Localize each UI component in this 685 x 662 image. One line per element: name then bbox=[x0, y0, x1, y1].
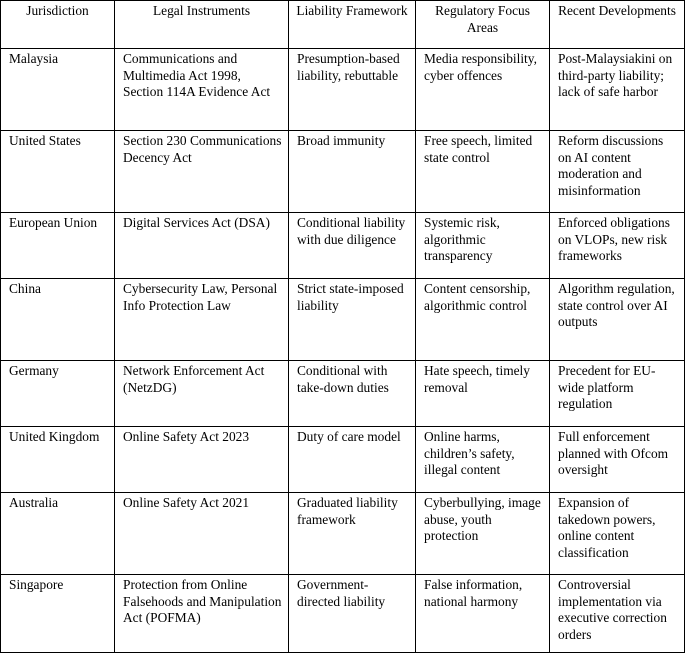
cell-liability-framework: Graduated liability framework bbox=[289, 493, 416, 575]
table-row bbox=[1, 279, 685, 361]
cell-legal-instruments: Protection from Online Falsehoods and Manipulation Act (POFMA) bbox=[115, 575, 289, 653]
cell-jurisdiction: Australia bbox=[1, 493, 115, 575]
cell-liability-framework: Duty of care model bbox=[289, 427, 416, 493]
table-row bbox=[1, 213, 685, 279]
cell-liability-framework: Conditional liability with due diligence bbox=[289, 213, 416, 279]
cell-regulatory-focus: Systemic risk, algorithmic transparency bbox=[416, 213, 550, 279]
cell-recent-developments: Algorithm regulation, state control over AI outputs bbox=[550, 279, 685, 361]
header-regulatory-focus: Regulatory Focus Areas bbox=[416, 1, 550, 49]
cell-legal-instruments: Online Safety Act 2023 bbox=[115, 427, 289, 493]
cell-recent-developments: Post-Malaysiakini on third-party liability; lack of safe harbor bbox=[550, 49, 685, 131]
cell-legal-instruments: Digital Services Act (DSA) bbox=[115, 213, 289, 279]
header-row bbox=[1, 1, 685, 49]
header-jurisdiction: Jurisdiction bbox=[1, 1, 115, 49]
cell-legal-instruments: Communications and Multimedia Act 1998, Section 114A Evidence Act bbox=[115, 49, 289, 131]
header-legal-instruments: Legal Instruments bbox=[115, 1, 289, 49]
cell-jurisdiction: China bbox=[1, 279, 115, 361]
table-row bbox=[1, 575, 685, 653]
cell-regulatory-focus: False information, national harmony bbox=[416, 575, 550, 653]
cell-liability-framework: Presumption-based liability, rebuttable bbox=[289, 49, 416, 131]
cell-legal-instruments: Cybersecurity Law, Personal Info Protection Law bbox=[115, 279, 289, 361]
cell-legal-instruments: Section 230 Communications Decency Act bbox=[115, 131, 289, 213]
cell-liability-framework: Conditional with take-down duties bbox=[289, 361, 416, 427]
cell-recent-developments: Full enforcement planned with Ofcom oversight bbox=[550, 427, 685, 493]
header-recent-developments: Recent Developments bbox=[550, 1, 685, 49]
cell-recent-developments: Controversial implementation via executive correction orders bbox=[550, 575, 685, 653]
cell-regulatory-focus: Media responsibility, cyber offences bbox=[416, 49, 550, 131]
cell-legal-instruments: Online Safety Act 2021 bbox=[115, 493, 289, 575]
table-row bbox=[1, 131, 685, 213]
cell-liability-framework: Strict state-imposed liability bbox=[289, 279, 416, 361]
cell-regulatory-focus: Content censorship, algorithmic control bbox=[416, 279, 550, 361]
cell-regulatory-focus: Free speech, limited state control bbox=[416, 131, 550, 213]
cell-recent-developments: Reform discussions on AI content moderation and misinformation bbox=[550, 131, 685, 213]
cell-liability-framework: Broad immunity bbox=[289, 131, 416, 213]
cell-recent-developments: Expansion of takedown powers, online content classification bbox=[550, 493, 685, 575]
cell-jurisdiction: Malaysia bbox=[1, 49, 115, 131]
cell-jurisdiction: United States bbox=[1, 131, 115, 213]
table-row bbox=[1, 493, 685, 575]
cell-recent-developments: Precedent for EU-wide platform regulation bbox=[550, 361, 685, 427]
cell-legal-instruments: Network Enforcement Act (NetzDG) bbox=[115, 361, 289, 427]
cell-jurisdiction: Germany bbox=[1, 361, 115, 427]
cell-liability-framework: Government-directed liability bbox=[289, 575, 416, 653]
table-row bbox=[1, 427, 685, 493]
cell-jurisdiction: Singapore bbox=[1, 575, 115, 653]
table-row bbox=[1, 49, 685, 131]
header-liability-framework: Liability Framework bbox=[289, 1, 416, 49]
cell-recent-developments: Enforced obligations on VLOPs, new risk frameworks bbox=[550, 213, 685, 279]
cell-jurisdiction: European Union bbox=[1, 213, 115, 279]
cell-jurisdiction: United Kingdom bbox=[1, 427, 115, 493]
table-row bbox=[1, 361, 685, 427]
cell-regulatory-focus: Cyberbullying, image abuse, youth protection bbox=[416, 493, 550, 575]
cell-regulatory-focus: Online harms, children’s safety, illegal content bbox=[416, 427, 550, 493]
cell-regulatory-focus: Hate speech, timely removal bbox=[416, 361, 550, 427]
